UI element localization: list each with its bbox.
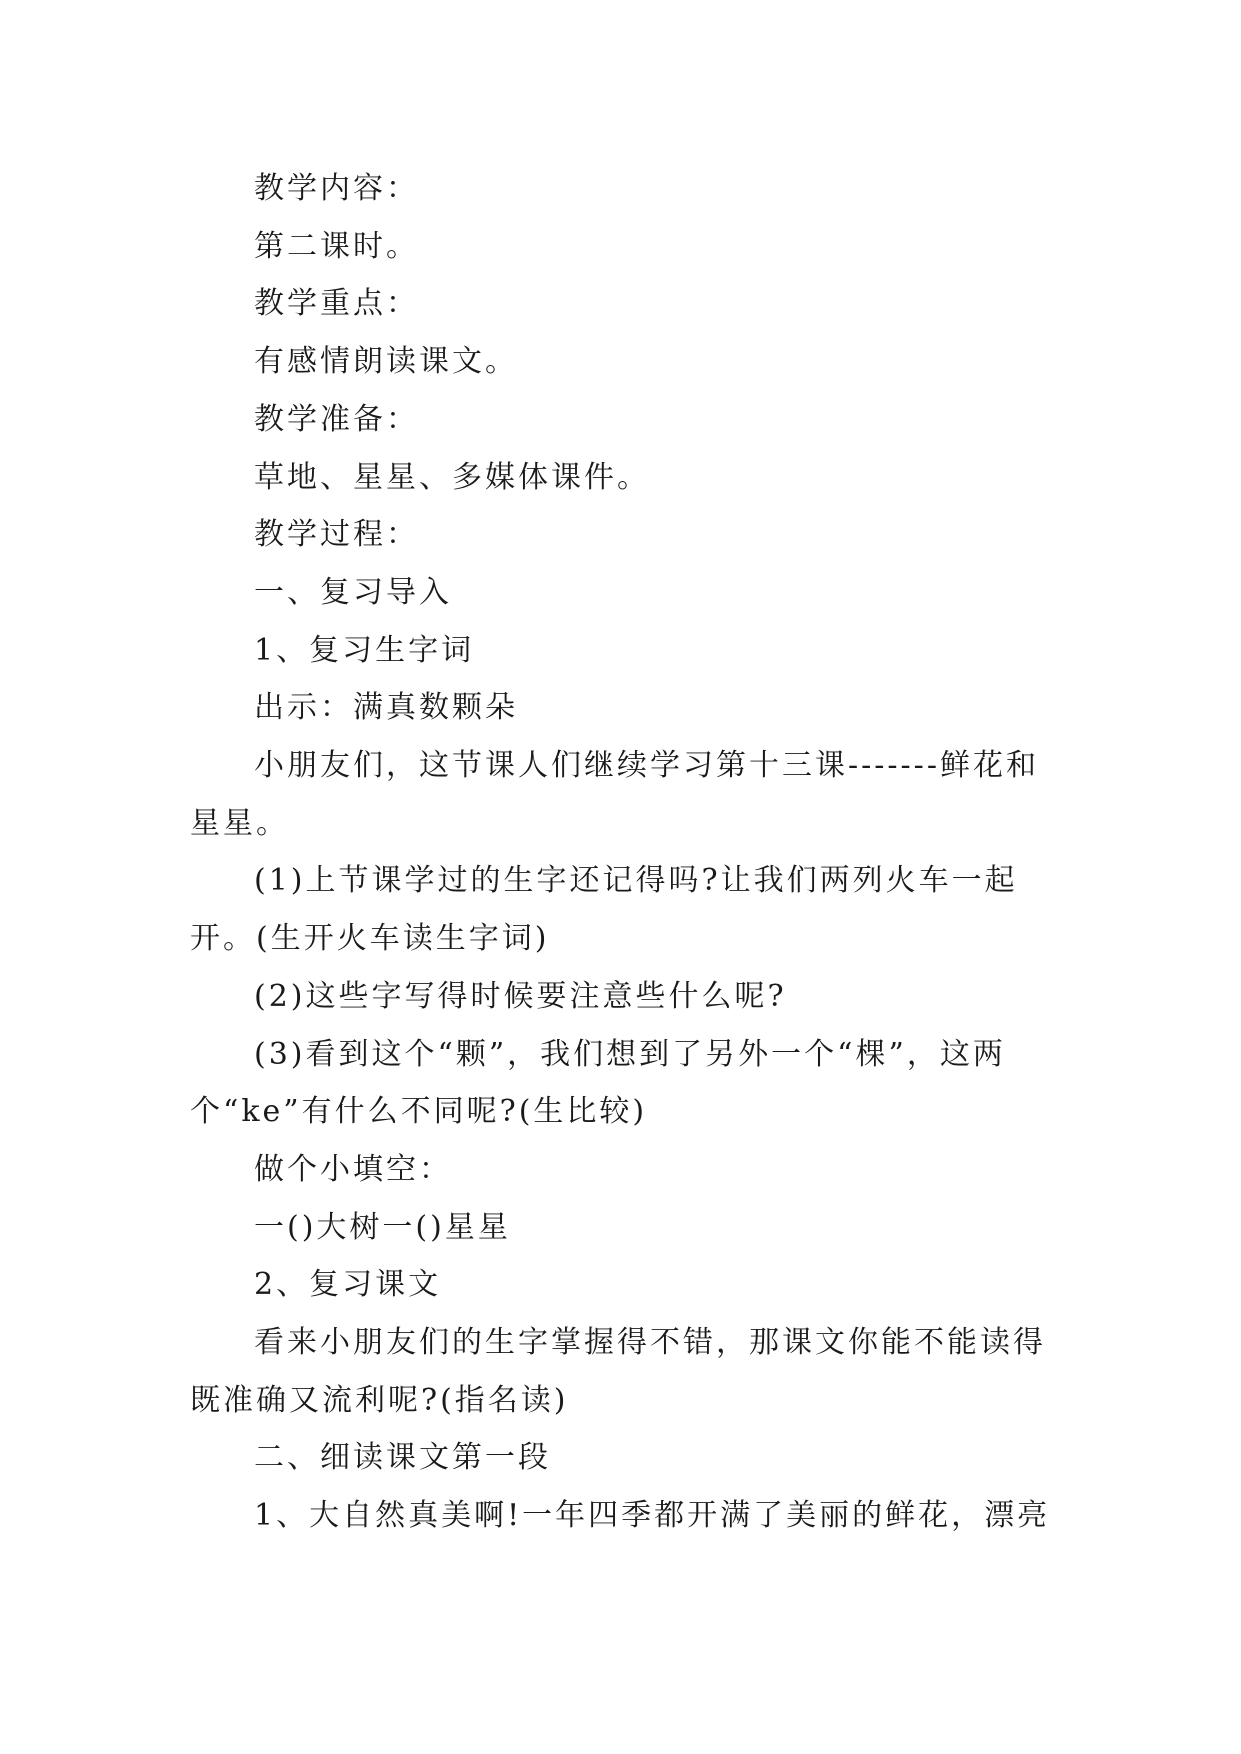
paragraph-read-aloud: 看来小朋友们的生字掌握得不错，那课文你能不能读得既准确又流利呢?(指名读) xyxy=(190,1325,1046,1418)
paragraph-item-2: (2)这些字写得时候要注意些什么呢? xyxy=(254,978,787,1014)
paragraph-teaching-focus: 有感情朗读课文。 xyxy=(254,344,518,380)
paragraph-teaching-prep-label: 教学准备： xyxy=(254,401,419,437)
paragraph-lesson-period: 第二课时。 xyxy=(254,228,419,264)
subheading-review-text: 2、复习课文 xyxy=(254,1267,442,1303)
paragraph-teaching-process-label: 教学过程： xyxy=(254,517,419,553)
paragraph-fill-blank: 一()大树一()星星 xyxy=(254,1209,511,1245)
paragraph-teaching-content-label: 教学内容： xyxy=(254,171,419,206)
paragraph-show-words: 出示：满真数颗朵 xyxy=(254,690,518,726)
subheading-review-words: 1、复习生字词 xyxy=(254,632,475,668)
paragraph-intro: 小朋友们，这节课人们继续学习第十三课-------鲜花和星星。 xyxy=(190,748,1039,841)
document-body xyxy=(190,160,1058,1545)
paragraph-nature: 1、大自然真美啊!一年四季都开满了美丽的鲜花，漂亮 xyxy=(254,1498,1051,1534)
paragraph-teaching-prep: 草地、星星、多媒体课件。 xyxy=(254,459,650,495)
paragraph-fill-blank-label: 做个小填空： xyxy=(254,1151,452,1187)
paragraph-teaching-focus-label: 教学重点： xyxy=(254,286,419,322)
section-heading-close-reading: 二、细读课文第一段 xyxy=(254,1440,551,1476)
paragraph-item-3: (3)看到这个“颗”，我们想到了另外一个“棵”，这两个“ke”有什么不同呢?(生比较) xyxy=(190,1036,1006,1130)
section-heading-review: 一、复习导入 xyxy=(254,574,452,610)
paragraph-item-1: (1)上节课学过的生字还记得吗?让我们两列火车一起开。(生开火车读生字词) xyxy=(190,863,1018,957)
